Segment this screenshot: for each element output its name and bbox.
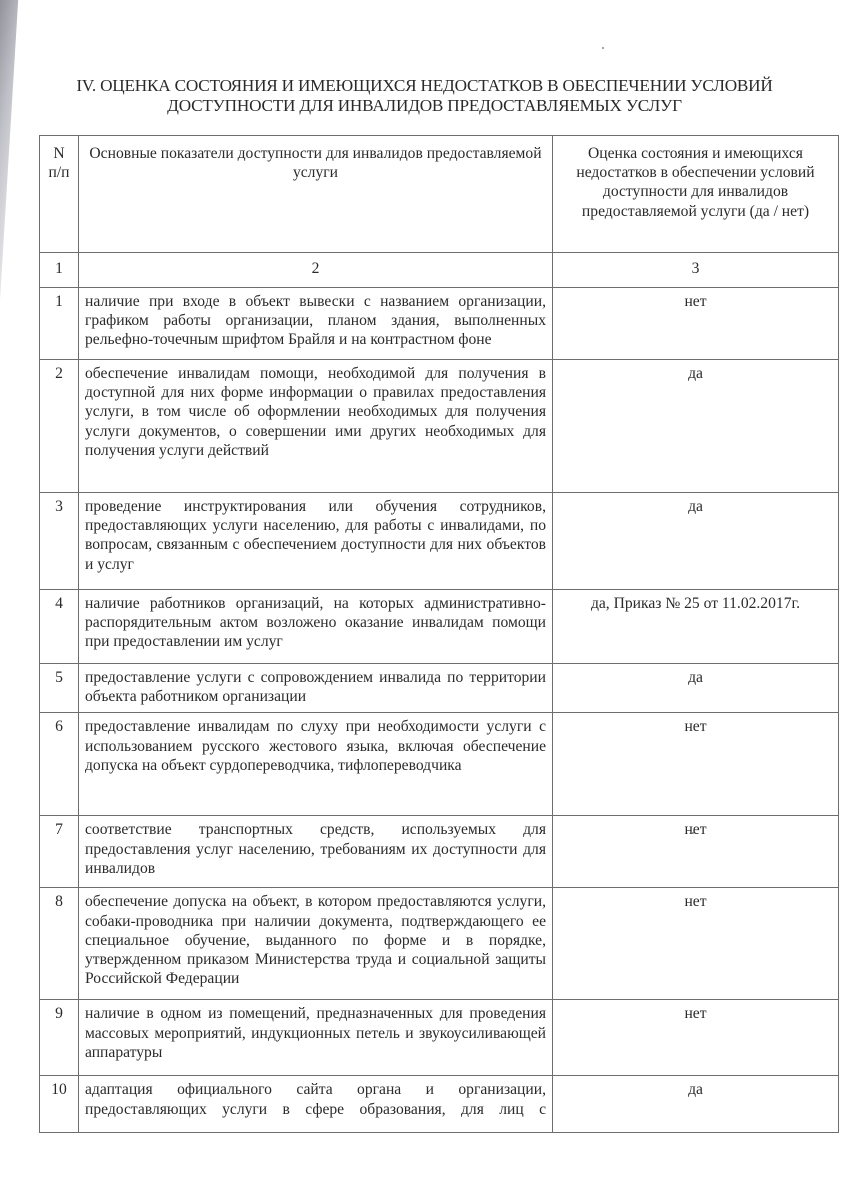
table-row <box>40 288 839 360</box>
section-title <box>0 76 849 116</box>
table-row <box>40 1076 839 1133</box>
table-row <box>40 590 839 664</box>
row-indicator: наличие при входе в объект вывески с названием организации, графиком работы организации, планом здания, выполненных рельефно-точечным шрифтом Брайля и на контрастном фоне <box>79 288 553 360</box>
table-row <box>40 360 839 493</box>
row-assessment: нет <box>553 816 839 888</box>
row-number: 7 <box>40 816 79 888</box>
row-number: 10 <box>40 1076 79 1133</box>
column-number: 3 <box>553 253 839 288</box>
row-number: 5 <box>40 664 79 713</box>
row-assessment: нет <box>553 713 839 816</box>
row-assessment: нет <box>553 1000 839 1076</box>
scan-edge-shadow <box>0 0 26 300</box>
accessibility-assessment-table <box>39 135 839 1133</box>
row-indicator: соответствие транспортных средств, используемых для предоставления услуг населению, требованиям их доступности для инвалидов <box>79 816 553 888</box>
section-title-line-2: ДОСТУПНОСТИ ДЛЯ ИНВАЛИДОВ ПРЕДОСТАВЛЯЕМЫХ УСЛУГ <box>167 96 682 115</box>
row-assessment: да <box>553 360 839 493</box>
row-assessment: да <box>553 493 839 590</box>
table-row <box>40 493 839 590</box>
row-assessment: нет <box>553 288 839 360</box>
header-number: N п/п <box>40 136 79 253</box>
row-number: 1 <box>40 288 79 360</box>
column-number: 2 <box>79 253 553 288</box>
table-row <box>40 1000 839 1076</box>
row-number: 2 <box>40 360 79 493</box>
row-number: 3 <box>40 493 79 590</box>
row-assessment: да, Приказ № 25 от 11.02.2017г. <box>553 590 839 664</box>
scan-speck <box>602 47 604 49</box>
header-indicator: Основные показатели доступности для инвалидов предоставляемой услуги <box>79 136 553 253</box>
table-row <box>40 664 839 713</box>
row-indicator: проведение инструктирования или обучения сотрудников, предоставляющих услуги населению, для работы с инвалидами, по вопросам, связанным с обеспечением доступности для них объектов и услуг <box>79 493 553 590</box>
table-row <box>40 888 839 1000</box>
row-indicator: обеспечение допуска на объект, в котором предоставляются услуги, собаки-проводника при наличии документа, подтверждающего ее специальное обучение, выданного по форме и в порядке, утвержденном приказом Министерства труда и социальной защиты Российской Федерации <box>79 888 553 1000</box>
header-assessment: Оценка состояния и имеющихся недостатков в обеспечении условий доступности для инвалидов предоставляемой услуги (да / нет) <box>553 136 839 253</box>
row-indicator: наличие в одном из помещений, предназначенных для проведения массовых мероприятий, индукционных петель и звукоусиливающей аппаратуры <box>79 1000 553 1076</box>
row-indicator: предоставление услуги с сопровождением инвалида по территории объекта работником организации <box>79 664 553 713</box>
table-row <box>40 713 839 816</box>
row-indicator: предоставление инвалидам по слуху при необходимости услуги с использованием русского жестового языка, включая обеспечение допуска на объект сурдопереводчика, тифлопереводчика <box>79 713 553 816</box>
row-number: 8 <box>40 888 79 1000</box>
row-indicator: наличие работников организаций, на которых административно-распорядительным актом возложено оказание инвалидам помощи при предоставлении им услуг <box>79 590 553 664</box>
table-column-number-row <box>40 253 839 288</box>
table-row <box>40 816 839 888</box>
row-number: 6 <box>40 713 79 816</box>
table-header-row <box>40 136 839 253</box>
row-indicator: обеспечение инвалидам помощи, необходимой для получения в доступной для них форме информации о правилах предоставления услуги, в том числе об оформлении необходимых для получения услуги документов, о совершении ими других необходимых для получения услуги действий <box>79 360 553 493</box>
row-indicator: адаптация официального сайта органа и организации, предоставляющих услуги в сфере образования, для лиц с <box>79 1076 553 1133</box>
row-assessment: нет <box>553 888 839 1000</box>
section-title-line-1: IV. ОЦЕНКА СОСТОЯНИЯ И ИМЕЮЩИХСЯ НЕДОСТАТКОВ В ОБЕСПЕЧЕНИИ УСЛОВИЙ <box>76 76 773 95</box>
row-number: 4 <box>40 590 79 664</box>
row-assessment: да <box>553 1076 839 1133</box>
column-number: 1 <box>40 253 79 288</box>
row-number: 9 <box>40 1000 79 1076</box>
row-assessment: да <box>553 664 839 713</box>
